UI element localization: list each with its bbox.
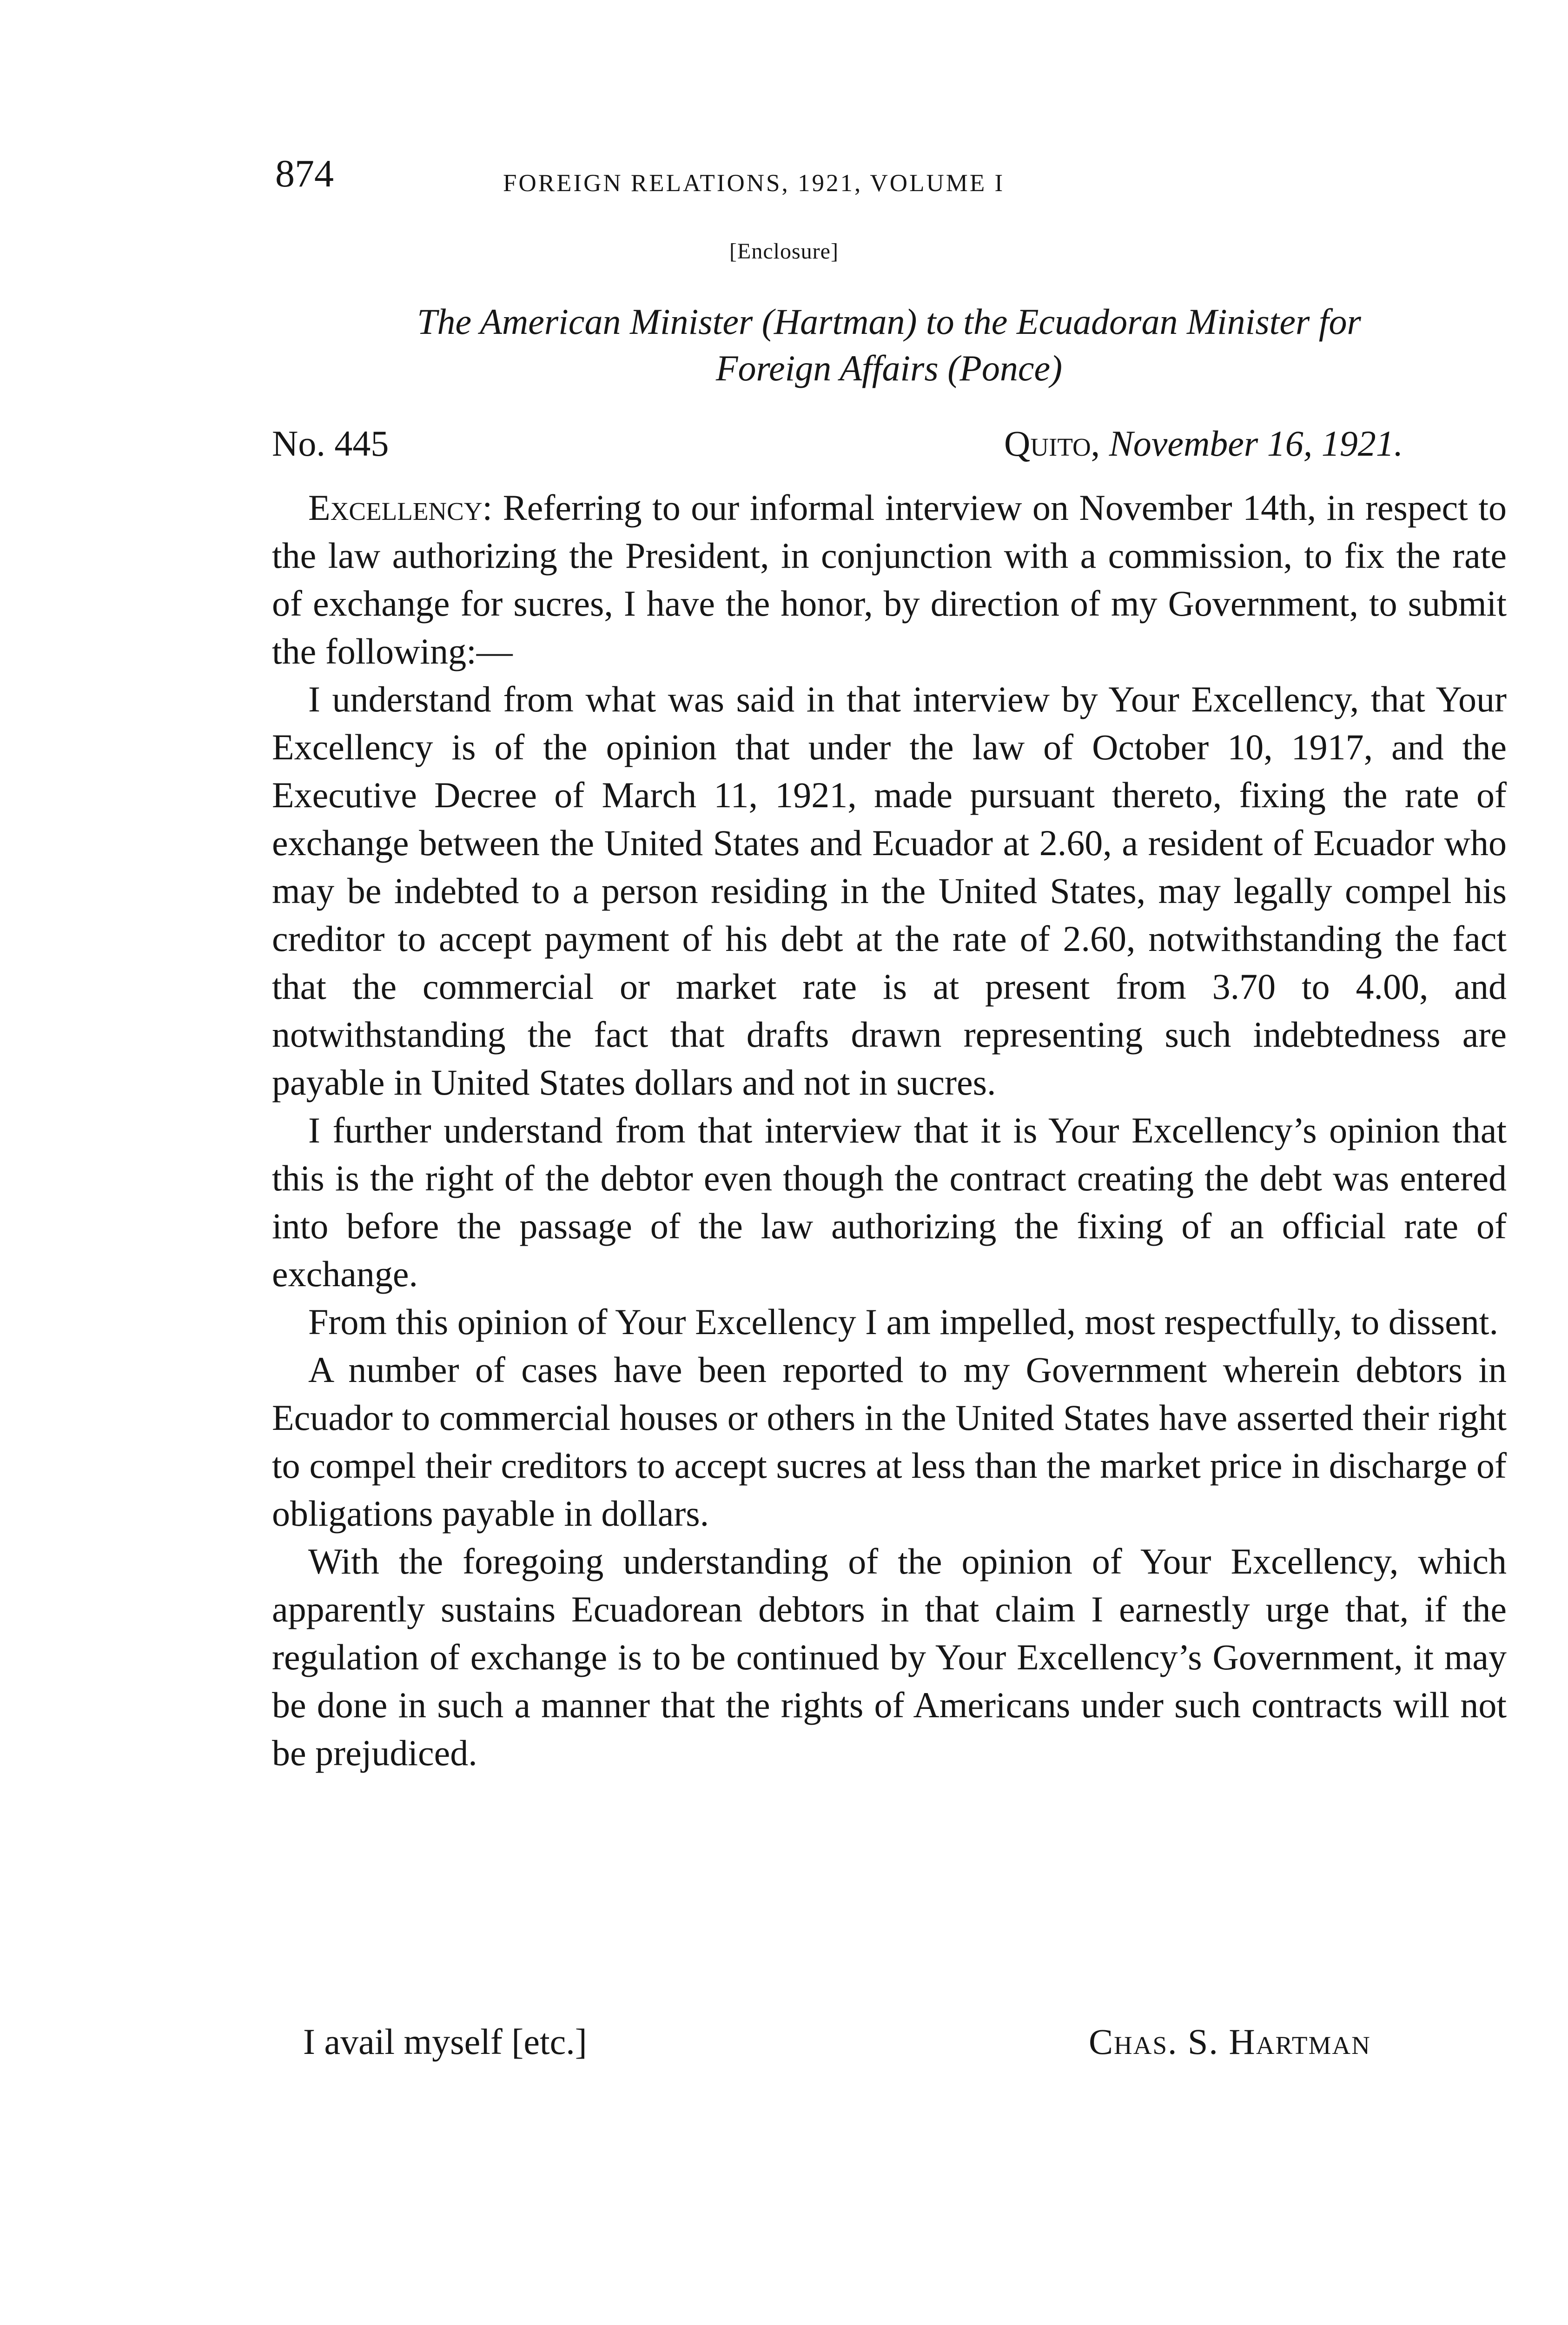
place-and-date: [1004, 425, 1403, 462]
paragraph-3: I further understand from that interview that it is Your Excellency’s opinion that this is the right of the debtor even though the contract creating the debt was entered into before the passage of the law authorizing the fixing of an official rate of exchange.: [272, 1110, 1507, 1294]
signature: Chas. S. Hartman: [1089, 2021, 1371, 2062]
complimentary-close: I avail myself [etc.]: [303, 2021, 587, 2062]
place: Quito,: [1004, 423, 1100, 464]
document-title: [272, 299, 1506, 392]
paragraph-2: I understand from what was said in that interview by Your Excellency, that Your Excellency is of the opinion that under the law of October 10, 1917, and the Executive Decree of March 11, 1921, made pursuant thereto, fixing the rate of exchange between the United States and Ecuador at 2.60, a resident of Ecuador who may be indebted to a person residing in the United States, may legally compel his creditor to accept payment of his debt at the rate of 2.60, notwithstanding the fact that the commercial or market rate is at present from 3.70 to 4.00, and notwithstanding the fact that drafts drawn representing such indebtedness are payable in United States dollars and not in sucres.: [272, 679, 1507, 1103]
title-line-2: Foreign Affairs (Ponce): [715, 348, 1063, 388]
paragraph-5: A number of cases have been reported to my Government wherein debtors in Ecuador to commercial houses or others in the United States have asserted their right to compel their creditors to accept sucres at less than the market price in discharge of obligations payable in dollars.: [272, 1349, 1507, 1534]
paragraph-1-text: Referring to our informal interview on November 14th, in respect to the law authorizing the President, in conjunction with a commission, to fix the rate of exchange for sucres, I have the honor, by direction of my Government, to submit the following:—: [272, 487, 1507, 671]
dispatch-number: No. 445: [272, 423, 389, 464]
paragraph-1: [272, 484, 1507, 675]
letter-body: [272, 484, 1507, 1777]
paragraph-6: With the foregoing understanding of the opinion of Your Excellency, which apparently sustains Ecuadorean debtors in that claim I earnestly urge that, if the regulation of exchange is to be continued by Your Excellency’s Government, it may be done in such a manner that the rights of Americans under such contracts will not be prejudiced.: [272, 1541, 1507, 1773]
date: November 16, 1921.: [1109, 423, 1403, 464]
salutation: Excellency:: [308, 487, 493, 528]
page-number: 874: [275, 152, 334, 195]
running-head: FOREIGN RELATIONS, 1921, VOLUME I: [503, 170, 1005, 197]
title-line-1: The American Minister (Hartman) to the Ecuadoran Minister for: [417, 301, 1361, 342]
paragraph-4: From this opinion of Your Excellency I am impelled, most respectfully, to dissent.: [308, 1302, 1498, 1342]
enclosure-label: [Enclosure]: [729, 239, 839, 264]
